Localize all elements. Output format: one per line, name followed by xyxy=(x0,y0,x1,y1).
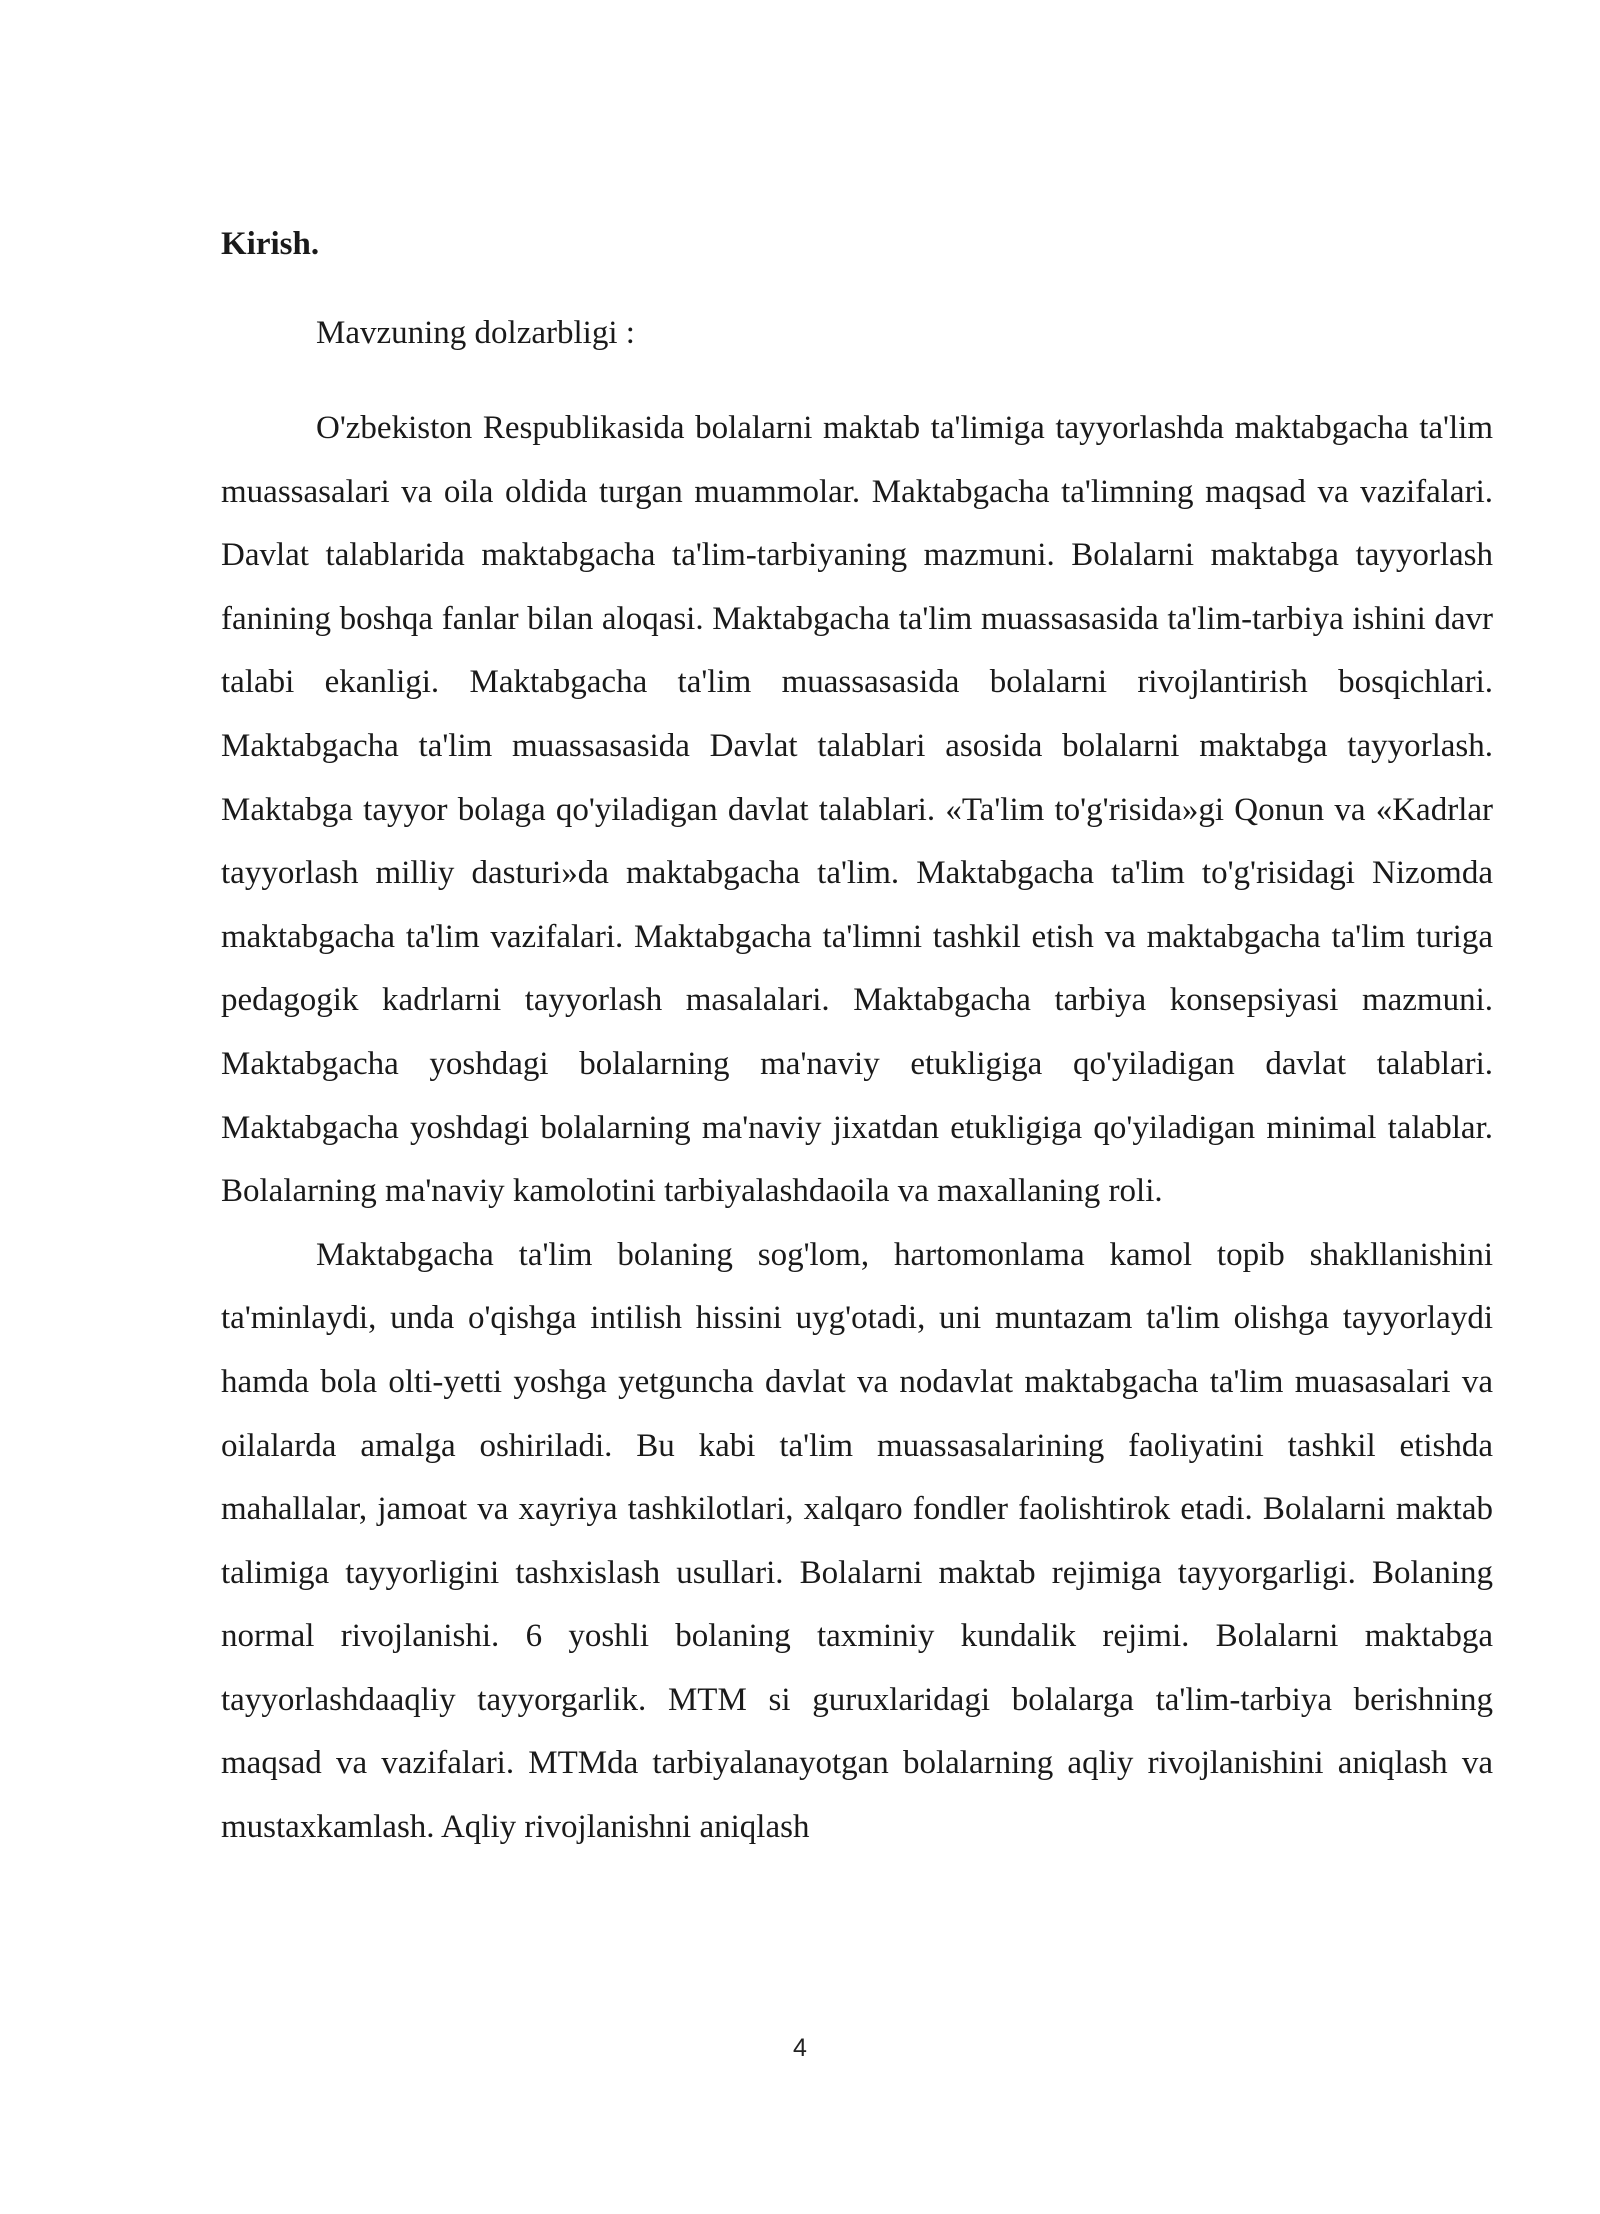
page-number: 4 xyxy=(793,2034,807,2062)
body-text xyxy=(221,397,1493,1860)
section-subheading: Mavzuning dolzarbligi : xyxy=(316,315,635,351)
paragraph-2: Maktabgacha ta'lim bolaning sog'lom, hartomonlama kamol topib shakllanishini ta'minlaydi, unda o'qishga intilish hissini uyg'otadi, uni muntazam ta'lim olishga tayyorlaydi hamda bola olti-yetti yoshga yetguncha davlat va nodavlat maktabgacha ta'lim muasasalari va oilalarda amalga oshiriladi. Bu kabi ta'lim muassasalarining faoliyatini tashkil etishda mahallalar, jamoat va xayriya tashkilotlari, xalqaro fondler faolishtirok etadi. Bolalarni maktab talimiga tayyorligini tashxislash usullari. Bolalarni maktab rejimiga tayyorgarligi. Bolaning normal rivojlanishi. 6 yoshli bolaning taxminiy kundalik rejimi. Bolalarni maktabga tayyorlashdaaqliy tayyorgarlik. MTM si guruxlaridagi bolalarga ta'lim-tarbiya berishning maqsad va vazifalari. MTMda tarbiyalanayotgan bolalarning aqliy rivojlanishini aniqlash va mustaxkamlash. Aqliy rivojlanishni aniqlash xyxy=(221,1236,1493,1846)
section-heading: Kirish. xyxy=(221,226,320,262)
paragraph-1: O'zbekiston Respublikasida bolalarni maktab ta'limiga tayyorlashda maktabgacha ta'lim muassasalari va oila oldida turgan muammolar. Maktabgacha ta'limning maqsad va vazifalari. Davlat talablarida maktabgacha ta'lim-tarbiyaning mazmuni. Bolalarni maktabga tayyorlash fanining boshqa fanlar bilan aloqasi. Maktabgacha ta'lim muassasasida ta'lim-tarbiya ishini davr talabi ekanligi. Maktabgacha ta'lim muassasasida bolalarni rivojlantirish bosqichlari. Maktabgacha ta'lim muassasasida Davlat talablari asosida bolalarni maktabga tayyorlash. Maktabga tayyor bolaga qo'yiladigan davlat talablari. «Ta'lim to'g'risida»gi Qonun va «Kadrlar tayyorlash milliy dasturi»da maktabgacha ta'lim. Maktabgacha ta'lim to'g'risidagi Nizomda maktabgacha ta'lim vazifalari. Maktabgacha ta'limni tashkil etish va maktabgacha ta'lim turiga pedagogik kadrlarni tayyorlash masalalari. Maktabgacha tarbiya konsepsiyasi mazmuni. Maktabgacha yoshdagi bolalarning ma'naviy etukligiga qo'yiladigan davlat talablari. Maktabgacha yoshdagi bolalarning ma'naviy jixatdan etukligiga qo'yiladigan minimal talablar. Bolalarning ma'naviy kamolotini tarbiyalashdaoila va maxallaning roli. xyxy=(221,410,1493,1210)
